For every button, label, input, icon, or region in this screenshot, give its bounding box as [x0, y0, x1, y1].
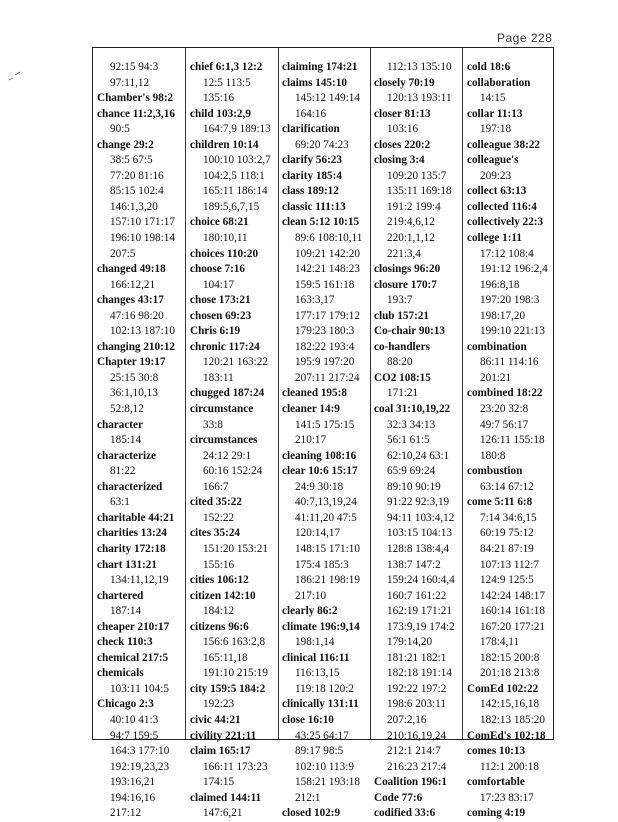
index-page-refs: 142:15,16,18 — [480, 698, 540, 711]
index-page-refs: 65:9 69:24 — [387, 465, 436, 478]
index-term: ComEd's 102:18 — [467, 729, 546, 742]
index-page-refs: 17:12 108:4 — [480, 247, 534, 260]
index-term: colleague's — [467, 154, 519, 167]
index-term: come 5:11 6:8 — [467, 496, 533, 509]
index-page-refs: 69:20 74:23 — [295, 138, 349, 151]
index-term: cites 35:24 — [190, 527, 241, 540]
index-page-refs: 89:17 98:5 — [295, 745, 344, 758]
index-page-refs: 164:16 — [295, 107, 327, 120]
index-page-refs: 183:11 — [203, 371, 234, 384]
index-term: closure 170:7 — [374, 278, 437, 291]
index-page-refs: 89:6 108:10,11 — [295, 232, 363, 245]
index-page-refs: 165:11,18 — [203, 651, 248, 664]
index-term: chose 173:21 — [190, 294, 251, 307]
index-page-refs: 148:15 171:10 — [295, 542, 360, 555]
index-page-refs: 124:9 125:5 — [480, 574, 534, 587]
index-term: Chicago 2:3 — [97, 698, 154, 711]
index-page-refs: 191:2 199:4 — [387, 200, 441, 213]
index-page-refs: 142:21 148:23 — [295, 263, 360, 276]
index-term: claim 165:17 — [190, 745, 251, 758]
index-page-refs: 179:14,20 — [387, 636, 433, 649]
index-term: chemicals — [97, 667, 144, 680]
index-term: collectively 22:3 — [467, 216, 544, 229]
index-term: combined 18:22 — [467, 387, 543, 400]
index-page-refs: 179:23 180:3 — [295, 325, 355, 338]
index-term: chosen 69:23 — [190, 309, 252, 322]
index-page-refs: 134:11,12,19 — [110, 574, 169, 587]
index-page-refs: 201:18 213:8 — [480, 667, 540, 680]
index-term: coal 31:10,19,22 — [374, 403, 451, 416]
index-term: classic 111:13 — [282, 200, 346, 213]
index-page-refs: 126:11 155:18 — [480, 434, 545, 447]
index-page-refs: 157:10 171:17 — [110, 216, 175, 229]
index-page-refs: 192:22 197:2 — [387, 682, 447, 695]
index-page-refs: 207:11 217:24 — [295, 371, 360, 384]
index-page-refs: 112:1 200:18 — [480, 760, 539, 773]
index-term: claiming 174:21 — [282, 61, 358, 73]
index-page-refs: 49:7 56:17 — [480, 418, 529, 431]
index-page-refs: 192:23 — [203, 698, 235, 711]
index-term: coming 4:19 — [467, 807, 526, 820]
index-page-refs: 119:18 120:2 — [295, 682, 354, 695]
index-term: clinically 131:11 — [282, 698, 359, 711]
index-column-1 — [97, 60, 175, 822]
index-term: club 157:21 — [374, 309, 430, 322]
index-term: chugged 187:24 — [190, 387, 265, 400]
index-term: Coalition 196:1 — [374, 776, 448, 789]
index-page-refs: 155:16 — [203, 558, 235, 571]
index-term: charity 172:18 — [97, 542, 166, 555]
index-page-refs: 199:10 221:13 — [480, 325, 545, 338]
index-page-refs: 85:15 102:4 — [110, 185, 164, 198]
index-page-refs: 167:20 177:21 — [480, 620, 545, 633]
index-page-refs: 210:16,19,24 — [387, 729, 447, 742]
page-number: Page 228 — [497, 31, 553, 45]
index-page-refs: 141:5 175:15 — [295, 418, 355, 431]
index-page-refs: 97:11,12 — [110, 76, 150, 89]
index-term: comfortable — [467, 776, 525, 789]
index-term: child 103:2,9 — [190, 107, 251, 120]
index-term: class 189:12 — [282, 185, 339, 198]
index-page-refs: 220:1,1,12 — [387, 232, 435, 245]
index-term: check 110:3 — [97, 636, 153, 649]
index-term: choices 110:20 — [190, 247, 259, 260]
index-page-refs: 175:4 185:3 — [295, 558, 349, 571]
index-column-3 — [282, 60, 362, 822]
index-column-5 — [467, 60, 548, 822]
index-page-refs: 182:13 185:20 — [480, 713, 545, 726]
index-page-refs: 116:13,15 — [295, 667, 340, 680]
index-page-refs: 103:16 — [387, 123, 419, 136]
index-page-refs: 38:5 67:5 — [110, 154, 153, 167]
index-term: colleague 38:22 — [467, 138, 541, 151]
index-page-refs: 221:3,4 — [387, 247, 421, 260]
index-page-refs: 86:11 114:16 — [480, 356, 539, 369]
index-page-refs: 36:1,10,13 — [110, 387, 158, 400]
index-page-refs: 166:11 173:23 — [203, 760, 268, 773]
index-term: co-handlers — [374, 340, 430, 353]
index-page-refs: 196:8,18 — [480, 278, 520, 291]
index-page-refs: 100:10 103:2,7 — [203, 154, 271, 167]
index-page-refs: 201:21 — [480, 371, 512, 384]
index-term: collect 63:13 — [467, 185, 527, 198]
index-page-refs: 159:24 160:4,4 — [387, 574, 455, 587]
index-page-refs: 152:22 — [203, 511, 235, 524]
index-term: cities 106:12 — [190, 574, 249, 587]
index-page-refs: 63:1 — [110, 496, 130, 509]
index-page-refs: 24:9 30:18 — [295, 480, 344, 493]
index-page-refs: 103:11 104:5 — [110, 682, 169, 695]
index-page-refs: 102:10 113:9 — [295, 760, 354, 773]
index-page-refs: 165:11 186:14 — [203, 185, 268, 198]
index-page-refs: 212:1 214:7 — [387, 745, 441, 758]
index-page-refs: 160:7 161:22 — [387, 589, 447, 602]
index-column-2 — [190, 60, 271, 822]
index-term: close 16:10 — [282, 713, 334, 726]
index-page-refs: 164:3 177:10 — [110, 745, 170, 758]
index-page-refs: 60:19 75:12 — [480, 527, 534, 540]
index-page-refs: 173:9,19 174:2 — [387, 620, 455, 633]
index-term: ComEd 102:22 — [467, 682, 539, 695]
index-term: charitable 44:21 — [97, 511, 175, 524]
index-page-refs: 182:18 191:14 — [387, 667, 452, 680]
index-term: chief 6:1,3 12:2 — [190, 61, 263, 73]
index-term: Chapter 19:17 — [97, 356, 166, 369]
index-term: clean 5:12 10:15 — [282, 216, 360, 229]
index-page-refs: 40:7,13,19,24 — [295, 496, 357, 509]
index-page-refs: 198:6 203:11 — [387, 698, 446, 711]
index-term: chance 11:2,3,16 — [97, 107, 175, 120]
index-page-refs: 217:10 — [295, 589, 327, 602]
index-page-refs: 186:21 198:19 — [295, 574, 360, 587]
index-page-refs: 84:21 87:19 — [480, 542, 534, 555]
index-page-refs: 23:20 32:8 — [480, 403, 529, 416]
index-page-refs: 197:20 198:3 — [480, 294, 540, 307]
index-page-refs: 207:2,16 — [387, 713, 427, 726]
index-page-refs: 47:16 98:20 — [110, 309, 164, 322]
index-page-refs: 177:17 179:12 — [295, 309, 360, 322]
index-page-refs: 7:14 34:6,15 — [480, 511, 537, 524]
index-term: Code 77:6 — [374, 791, 423, 804]
index-page-refs: 94:7 159:5 — [110, 729, 159, 742]
index-page-refs: 159:5 161:18 — [295, 278, 355, 291]
index-term: chemical 217:5 — [97, 651, 169, 664]
index-term: CO2 108:15 — [374, 371, 431, 384]
index-page-refs: 32:3 34:13 — [387, 418, 436, 431]
index-page-refs: 174:15 — [203, 776, 235, 789]
index-page-refs: 197:18 — [480, 123, 512, 136]
index-page-refs: 156:6 163:2,8 — [203, 636, 266, 649]
index-term: chronic 117:24 — [190, 340, 260, 353]
index-term: clinical 116:11 — [282, 651, 350, 664]
index-page-refs: 192:19,23,23 — [110, 760, 170, 773]
index-page-refs: 162:19 171:21 — [387, 605, 452, 618]
index-page-refs: 88:20 — [387, 356, 413, 369]
index-term: character — [97, 418, 143, 431]
index-page-refs: 104:17 — [203, 278, 235, 291]
index-term: clarity 185:4 — [282, 169, 342, 182]
index-term: collected 116:4 — [467, 200, 537, 213]
index-page-refs: 120:21 163:22 — [203, 356, 268, 369]
index-page-refs: 181:21 182:1 — [387, 651, 447, 664]
index-page-refs: 63:14 67:12 — [480, 480, 534, 493]
index-term: codified 33:6 — [374, 807, 436, 820]
index-term: citizens 96:6 — [190, 620, 249, 633]
index-page-refs: 135:11 169:18 — [387, 185, 452, 198]
index-term: Co-chair 90:13 — [374, 325, 445, 338]
index-term: closings 96:20 — [374, 263, 441, 276]
index-page-refs: 182:22 193:4 — [295, 340, 355, 353]
index-page-refs: 198:1,14 — [295, 636, 335, 649]
index-page-refs: 52:8,12 — [110, 403, 144, 416]
index-page-refs: 109:21 142:20 — [295, 247, 360, 260]
index-page-refs: 103:15 104:13 — [387, 527, 452, 540]
index-term: Chris 6:19 — [190, 325, 241, 338]
index-page-refs: 92:15 94:3 — [110, 61, 159, 73]
index-term: clarification — [282, 123, 340, 136]
index-page-refs: 147:6,21 — [203, 807, 243, 820]
index-term: cleaning 108:16 — [282, 449, 357, 462]
index-term: changed 49:18 — [97, 263, 166, 276]
index-term: changes 43:17 — [97, 294, 164, 307]
index-term: charities 13:24 — [97, 527, 167, 540]
index-term: closely 70:19 — [374, 76, 435, 89]
index-term: combination — [467, 340, 527, 353]
index-term: closing 3:4 — [374, 154, 425, 167]
index-page-refs: 77:20 81:16 — [110, 169, 164, 182]
index-page-refs: 196:10 198:14 — [110, 232, 175, 245]
index-page-refs: 191:12 196:2,4 — [480, 263, 548, 276]
index-page-refs: 109:20 135:7 — [387, 169, 447, 182]
index-term: closes 220:2 — [374, 138, 431, 151]
index-page-refs: 198:17,20 — [480, 309, 526, 322]
index-page-refs: 41:11,20 47:5 — [295, 511, 357, 524]
index-page-refs: 160:14 161:18 — [480, 605, 545, 618]
index-page-refs: 166:12,21 — [110, 278, 156, 291]
index-page-refs: 94:11 103:4,12 — [387, 511, 455, 524]
index-page-refs: 193:16,21 — [110, 776, 156, 789]
index-page-refs: 142:24 148:17 — [480, 589, 545, 602]
index-page-refs: 212:1 — [295, 791, 321, 804]
index-page-refs: 219:4,6,12 — [387, 216, 435, 229]
index-page-refs: 166:7 — [203, 480, 229, 493]
index-page-refs: 14:15 — [480, 92, 506, 105]
index-term: civility 221:11 — [190, 729, 257, 742]
index-page-refs: 195:9 197:20 — [295, 356, 355, 369]
index-page-refs: 189:5,6,7,15 — [203, 200, 260, 213]
index-page-refs: 24:12 29:1 — [203, 449, 252, 462]
index-term: closer 81:13 — [374, 107, 431, 120]
column-divider — [185, 48, 186, 739]
index-page-refs: 216:23 217:4 — [387, 760, 447, 773]
index-page-refs: 56:1 61:5 — [387, 434, 430, 447]
index-page-refs: 193:7 — [387, 294, 413, 307]
index-term: cleaned 195:8 — [282, 387, 347, 400]
index-page-refs: 25:15 30:8 — [110, 371, 159, 384]
index-page-refs: 107:13 112:7 — [480, 558, 539, 571]
index-term: cheaper 210:17 — [97, 620, 170, 633]
index-page-refs: 120:13 193:11 — [387, 92, 452, 105]
index-table — [92, 47, 554, 820]
index-term: chart 131:21 — [97, 558, 157, 571]
column-divider — [370, 48, 371, 739]
index-term: cold 18:6 — [467, 61, 511, 73]
index-page-refs: 146:1,3,20 — [110, 200, 158, 213]
index-page-refs: 102:13 187:10 — [110, 325, 175, 338]
index-page-refs: 207:5 — [110, 247, 136, 260]
index-page-refs: 12:5 113:5 — [203, 76, 251, 89]
column-divider — [278, 48, 279, 739]
index-term: children 10:14 — [190, 138, 259, 151]
index-term: comes 10:13 — [467, 745, 526, 758]
index-page-refs: 180:10,11 — [203, 232, 248, 245]
index-page-refs: 120:14,17 — [295, 527, 341, 540]
index-page-refs: 209:23 — [480, 169, 512, 182]
index-term: changing 210:12 — [97, 340, 176, 353]
index-page-refs: 104:2,5 118:1 — [203, 169, 265, 182]
index-page-refs: 33:8 — [203, 418, 223, 431]
index-page-refs: 184:12 — [203, 605, 235, 618]
index-term: collaboration — [467, 76, 531, 89]
column-divider — [462, 48, 463, 739]
index-term: circumstance — [190, 403, 254, 416]
index-term: circumstances — [190, 434, 258, 447]
index-page-refs: 112:13 135:10 — [387, 61, 452, 73]
index-page-refs: 81:22 — [110, 465, 136, 478]
index-term: collar 11:13 — [467, 107, 523, 120]
index-page-refs: 60:16 152:24 — [203, 465, 263, 478]
index-term: Chamber's 98:2 — [97, 92, 174, 105]
index-term: cleaner 14:9 — [282, 403, 340, 416]
index-page-refs: 135:16 — [203, 92, 235, 105]
index-term: climate 196:9,14 — [282, 620, 360, 633]
index-page-refs: 187:14 — [110, 605, 142, 618]
index-page-refs: 138:7 147:2 — [387, 558, 441, 571]
index-page-refs: 62:10,24 63:1 — [387, 449, 450, 462]
index-term: clear 10:6 15:17 — [282, 465, 358, 478]
index-page-refs: 178:4,11 — [480, 636, 520, 649]
index-page-refs: 163:3,17 — [295, 294, 335, 307]
index-page-refs: 180:8 — [480, 449, 506, 462]
index-term: citizen 142:10 — [190, 589, 256, 602]
index-term: clearly 86:2 — [282, 605, 338, 618]
index-term: cited 35:22 — [190, 496, 242, 509]
index-term: combustion — [467, 465, 523, 478]
index-term: characterized — [97, 480, 163, 493]
index-page-refs: 151:20 153:21 — [203, 542, 268, 555]
index-page-refs: 194:16,16 — [110, 791, 156, 804]
index-term: claims 145:10 — [282, 76, 347, 89]
index-term: chartered — [97, 589, 144, 602]
index-page-refs: 210:17 — [295, 434, 327, 447]
index-column-4 — [374, 60, 455, 822]
index-term: college 1:11 — [467, 232, 522, 245]
index-page-refs: 182:15 200:8 — [480, 651, 540, 664]
scan-mark — [8, 70, 22, 82]
index-page-refs: 128:8 138:4,4 — [387, 542, 450, 555]
index-page-refs: 171:21 — [387, 387, 419, 400]
index-page-refs: 43:25 64:17 — [295, 729, 349, 742]
index-page-refs: 145:12 149:14 — [295, 92, 360, 105]
index-page-refs: 185:14 — [110, 434, 142, 447]
index-page-refs: 158:21 193:18 — [295, 776, 360, 789]
index-page-refs: 191:10 215:19 — [203, 667, 268, 680]
index-term: choice 68:21 — [190, 216, 249, 229]
index-page-refs: 90:5 — [110, 123, 130, 136]
index-term: choose 7:16 — [190, 263, 245, 276]
index-page-refs: 164:7,9 189:13 — [203, 123, 271, 136]
index-term: characterize — [97, 449, 157, 462]
index-page-refs: 17:23 83:17 — [480, 791, 534, 804]
index-page-refs: 40:10 41:3 — [110, 713, 159, 726]
index-term: claimed 144:11 — [190, 791, 262, 804]
index-page-refs: 91:22 92:3,19 — [387, 496, 450, 509]
index-term: civic 44:21 — [190, 713, 241, 726]
index-term: closed 102:9 — [282, 807, 341, 820]
index-page-refs: 217:12 — [110, 807, 142, 820]
index-term: change 29:2 — [97, 138, 154, 151]
index-page-refs: 89:10 90:19 — [387, 480, 441, 493]
index-term: clarify 56:23 — [282, 154, 342, 167]
index-term: city 159:5 184:2 — [190, 682, 266, 695]
